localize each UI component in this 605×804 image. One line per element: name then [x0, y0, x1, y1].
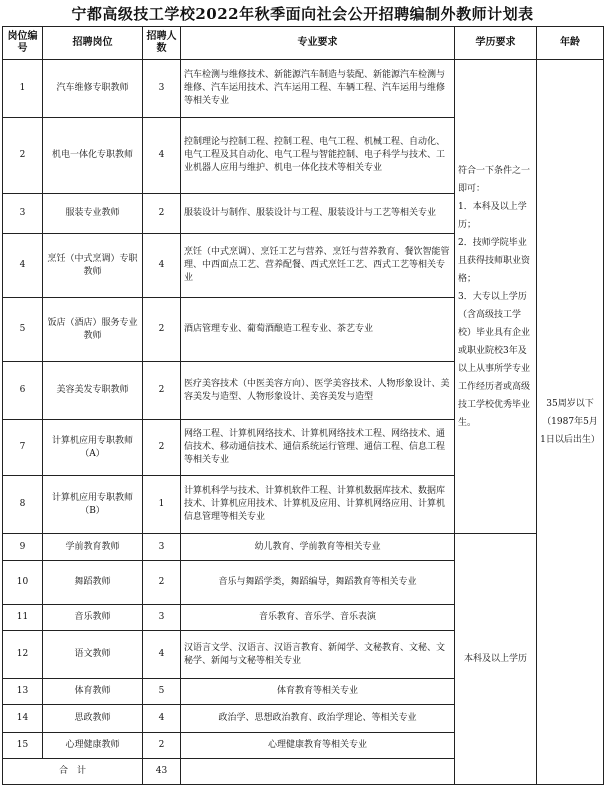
header-edu: 学历要求	[455, 27, 537, 60]
row-id: 1	[3, 60, 43, 118]
row-post: 汽车维修专职教师	[43, 60, 143, 118]
row-post: 语文教师	[43, 631, 143, 679]
row-count: 2	[143, 298, 181, 362]
row-post: 舞蹈教师	[43, 561, 143, 605]
row-count: 4	[143, 234, 181, 298]
row-post: 烹饪（中式烹调）专职教师	[43, 234, 143, 298]
row-id: 4	[3, 234, 43, 298]
edu-group1-text: 符合一下条件之一即可： 1．本科及以上学历； 2．技师学院毕业且获得技师职业资格； 3．大专以上学历（含高级技工学校）毕业具有企业或职业院校3年及以上从事所学专业工作经历者或高级技工学校优秀毕业生。	[458, 165, 531, 428]
page-title: 宁都高级技工学校2022年秋季面向社会公开招聘编制外教师计划表	[71, 5, 534, 23]
row-major: 幼儿教育、学前教育等相关专业	[181, 534, 455, 561]
row-count: 5	[143, 679, 181, 705]
header-row	[3, 27, 604, 60]
header-count: 招聘人数	[143, 27, 181, 60]
row-count: 4	[143, 118, 181, 194]
row-post: 饭店（酒店）服务专业教师	[43, 298, 143, 362]
row-id: 13	[3, 679, 43, 705]
row-post: 机电一体化专职教师	[43, 118, 143, 194]
header-post: 招聘岗位	[43, 27, 143, 60]
row-count: 2	[143, 420, 181, 476]
row-major: 计算机科学与技术、计算机软件工程、计算机数据库技术、数据库技术、计算机应用技术、计算机及应用、计算机网络应用、计算机信息管理等相关专业	[181, 476, 455, 534]
age-requirement: 35周岁以下（1987年5月1日以后出生）	[537, 60, 604, 785]
row-id: 12	[3, 631, 43, 679]
row-major: 医疗美容技术（中医美容方向）、医学美容技术、人物形象设计、美容美发与造型、人物形象设计、美容美发与造型	[181, 362, 455, 420]
row-count: 3	[143, 605, 181, 631]
row-major: 体育教育等相关专业	[181, 679, 455, 705]
row-post: 计算机应用专职教师（A）	[43, 420, 143, 476]
row-post: 服装专业教师	[43, 194, 143, 234]
row-id: 6	[3, 362, 43, 420]
row-major: 网络工程、计算机网络技术、计算机网络技术工程、网络技术、通信技术、移动通信技术、通信系统运行管理、通信工程、信息工程等相关专业	[181, 420, 455, 476]
row-id: 2	[3, 118, 43, 194]
row-post: 音乐教师	[43, 605, 143, 631]
total-label: 合 计	[3, 759, 143, 785]
row-post: 思政教师	[43, 705, 143, 733]
edu-requirement-group1	[455, 60, 537, 534]
row-id: 8	[3, 476, 43, 534]
row-post: 学前教育教师	[43, 534, 143, 561]
header-id: 岗位编号	[3, 27, 43, 60]
total-major-empty	[181, 759, 455, 785]
row-major: 音乐与舞蹈学类，舞蹈编导，舞蹈教育等相关专业	[181, 561, 455, 605]
row-post: 计算机应用专职教师（B）	[43, 476, 143, 534]
row-id: 3	[3, 194, 43, 234]
table-row	[3, 534, 604, 561]
row-count: 2	[143, 194, 181, 234]
row-major: 控制理论与控制工程、控制工程、电气工程、机械工程、自动化、电气工程及其自动化、电气工程与智能控制、电子科学与技术、工业机器人应用与维护、机电一体化技术等相关专业	[181, 118, 455, 194]
row-post: 心理健康教师	[43, 733, 143, 759]
row-count: 4	[143, 631, 181, 679]
edu-group2-text: 本科及以上学历	[463, 654, 527, 664]
table-row	[3, 60, 604, 118]
row-id: 11	[3, 605, 43, 631]
row-id: 9	[3, 534, 43, 561]
row-id: 7	[3, 420, 43, 476]
row-major: 酒店管理专业、葡萄酒酿造工程专业、茶艺专业	[181, 298, 455, 362]
row-post: 体育教师	[43, 679, 143, 705]
row-id: 15	[3, 733, 43, 759]
row-count: 3	[143, 60, 181, 118]
total-count: 43	[143, 759, 181, 785]
row-id: 14	[3, 705, 43, 733]
row-major: 服装设计与制作、服装设计与工程、服装设计与工艺等相关专业	[181, 194, 455, 234]
row-count: 2	[143, 362, 181, 420]
row-major: 汽车检测与维修技术、新能源汽车制造与装配、新能源汽车检测与维修、汽车运用技术、汽车运用工程、车辆工程、汽车运用与维修等相关专业	[181, 60, 455, 118]
row-major: 政治学、思想政治教育、政治学理论、等相关专业	[181, 705, 455, 733]
row-major: 音乐教育、音乐学、音乐表演	[181, 605, 455, 631]
row-count: 2	[143, 733, 181, 759]
recruitment-table	[2, 26, 604, 785]
row-post: 美容美发专职教师	[43, 362, 143, 420]
row-major: 烹饪（中式烹调）、烹饪工艺与营养、烹饪与营养教育、餐饮智能管理、中西面点工艺、营养配餐、西式烹饪工艺、西式工艺等相关专业	[181, 234, 455, 298]
row-major: 汉语言文学、汉语言、汉语言教育、新闻学、文秘教育、文秘、文秘学、新闻与文秘等相关专业	[181, 631, 455, 679]
edu-requirement-group2	[455, 534, 537, 785]
row-count: 1	[143, 476, 181, 534]
row-count: 4	[143, 705, 181, 733]
header-age: 年龄	[537, 27, 604, 60]
row-count: 2	[143, 561, 181, 605]
row-count: 3	[143, 534, 181, 561]
row-major: 心理健康教育等相关专业	[181, 733, 455, 759]
header-major: 专业要求	[181, 27, 455, 60]
row-id: 10	[3, 561, 43, 605]
row-id: 5	[3, 298, 43, 362]
